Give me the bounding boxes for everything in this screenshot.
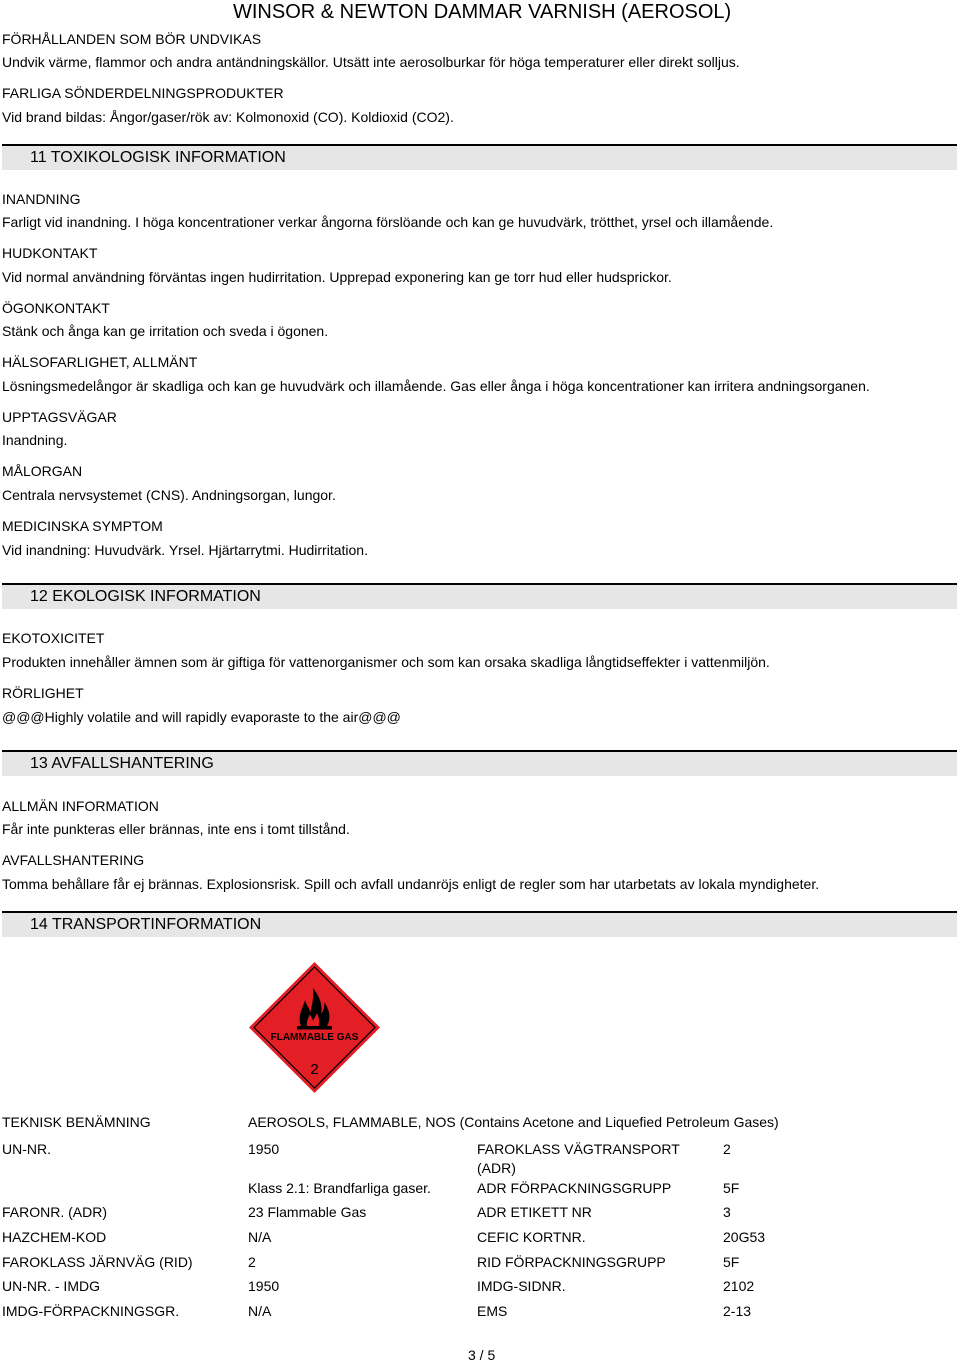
transport-label: CEFIC KORTNR. [477,1229,586,1245]
transport-label: FAROKLASS JÄRNVÄG (RID) [2,1254,193,1270]
exposure-route-label: UPPTAGSVÄGAR [2,409,117,425]
eye-contact-text: Stänk och ånga kan ge irritation och sveda i ögonen. [2,323,329,339]
transport-value: 20G53 [723,1229,766,1245]
transport-value: 3 [723,1204,731,1220]
skin-contact-label: HUDKONTAKT [2,245,98,261]
inhalation-text: Farligt vid inandning. I höga koncentrationer verkar ångorna förslöande och kan ge huvudvärk, trötthet, yrsel och illamående. [2,214,774,230]
page-number: 3 / 5 [468,1347,496,1363]
disposal-label: AVFALLSHANTERING [2,852,145,868]
section-13-heading: 13 AVFALLSHANTERING [30,755,214,772]
transport-value: 1950 [248,1278,280,1294]
section-11-bar [2,144,957,170]
transport-label: HAZCHEM-KOD [2,1229,107,1245]
health-hazard-text: Lösningsmedelångor är skadliga och kan ge huvudvärk och illamående. Gas eller ånga i höga koncentrationer kan irritera andningsorganen. [2,378,870,394]
transport-label: ADR ETIKETT NR [477,1204,592,1220]
ecotoxicity-label: EKOTOXICITET [2,630,105,646]
document-title: WINSOR & NEWTON DAMMAR VARNISH (AEROSOL) [233,1,732,23]
avoid-conditions-label: FÖRHÅLLANDEN SOM BÖR UNDVIKAS [2,31,262,47]
decomposition-text: Vid brand bildas: Ångor/gaser/rök av: Kolmonoxid (CO). Koldioxid (CO2). [2,109,454,125]
section-14-heading: 14 TRANSPORTINFORMATION [30,916,262,933]
svg-text:2: 2 [310,1061,319,1078]
inhalation-label: INANDNING [2,191,81,207]
transport-value: 2 [248,1254,256,1270]
transport-label: RID FÖRPACKNINGSGRUPP [477,1254,666,1270]
section-12-heading: 12 EKOLOGISK INFORMATION [30,588,261,605]
disposal-text: Tomma behållare får ej brännas. Explosionsrisk. Spill och avfall undanröjs enligt de regler som har utarbetats av lokala myndigheter. [2,876,820,892]
svg-text:FLAMMABLE GAS: FLAMMABLE GAS [270,1032,359,1043]
mobility-text: @@@Highly volatile and will rapidly evaporaste to the air@@@ [2,709,401,725]
transport-label: EMS [477,1303,508,1319]
transport-label: IMDG-SIDNR. [477,1278,566,1294]
transport-value: 23 Flammable Gas [248,1204,367,1220]
un-number-value: 1950 [248,1141,280,1157]
section-11-heading: 11 TOXIKOLOGISK INFORMATION [30,149,286,166]
section-13-bar [2,750,957,776]
adr-packing-value: 5F [723,1180,740,1196]
adr-class-label-suffix: (ADR) [477,1160,516,1176]
health-hazard-label: HÄLSOFARLIGHET, ALLMÄNT [2,354,198,370]
avoid-conditions-text: Undvik värme, flammor och andra antändningskällor. Utsätt inte aerosolburkar för höga temperaturer eller direkt solljus. [2,54,740,70]
transport-label: FARONR. (ADR) [2,1204,107,1220]
section-12-bar [2,583,957,609]
technical-name-label: TEKNISK BENÄMNING [2,1114,151,1130]
section-14-bar [2,911,957,937]
transport-value: N/A [248,1303,272,1319]
exposure-route-text: Inandning. [2,432,68,448]
target-organ-text: Centrala nervsystemet (CNS). Andningsorgan, lungor. [2,487,336,503]
general-info-text: Får inte punkteras eller brännas, inte ens i tomt tillstånd. [2,821,350,837]
transport-value: N/A [248,1229,272,1245]
ecotoxicity-text: Produkten innehåller ämnen som är giftiga för vattenorganismer och som kan orsaka skadliga långtidseffekter i vattenmiljön. [2,654,770,670]
un-number-label: UN-NR. [2,1141,51,1157]
adr-class-value: 2 [723,1141,731,1157]
eye-contact-label: ÖGONKONTAKT [2,300,110,316]
adr-class-label: FAROKLASS VÄGTRANSPORT [477,1141,680,1157]
mobility-label: RÖRLIGHET [2,685,84,701]
transport-value: 2102 [723,1278,755,1294]
flammable-gas-diamond-icon [247,960,382,1095]
transport-value: 2-13 [723,1303,752,1319]
transport-label: UN-NR. - IMDG [2,1278,100,1294]
transport-value: 5F [723,1254,740,1270]
hazard-class-text: Klass 2.1: Brandfarliga gaser. [248,1180,431,1196]
general-info-label: ALLMÄN INFORMATION [2,798,159,814]
medical-symptoms-label: MEDICINSKA SYMPTOM [2,518,163,534]
decomposition-label: FARLIGA SÖNDERDELNINGSPRODUKTER [2,85,284,101]
skin-contact-text: Vid normal användning förväntas ingen hudirritation. Upprepad exponering kan ge torr hud eller hudsprickor. [2,269,672,285]
target-organ-label: MÅLORGAN [2,463,83,479]
transport-label: IMDG-FÖRPACKNINGSGR. [2,1303,180,1319]
adr-packing-label: ADR FÖRPACKNINGSGRUPP [477,1180,672,1196]
medical-symptoms-text: Vid inandning: Huvudvärk. Yrsel. Hjärtarrytmi. Hudirritation. [2,542,368,558]
technical-name-value: AEROSOLS, FLAMMABLE, NOS (Contains Acetone and Liquefied Petroleum Gases) [248,1114,779,1130]
